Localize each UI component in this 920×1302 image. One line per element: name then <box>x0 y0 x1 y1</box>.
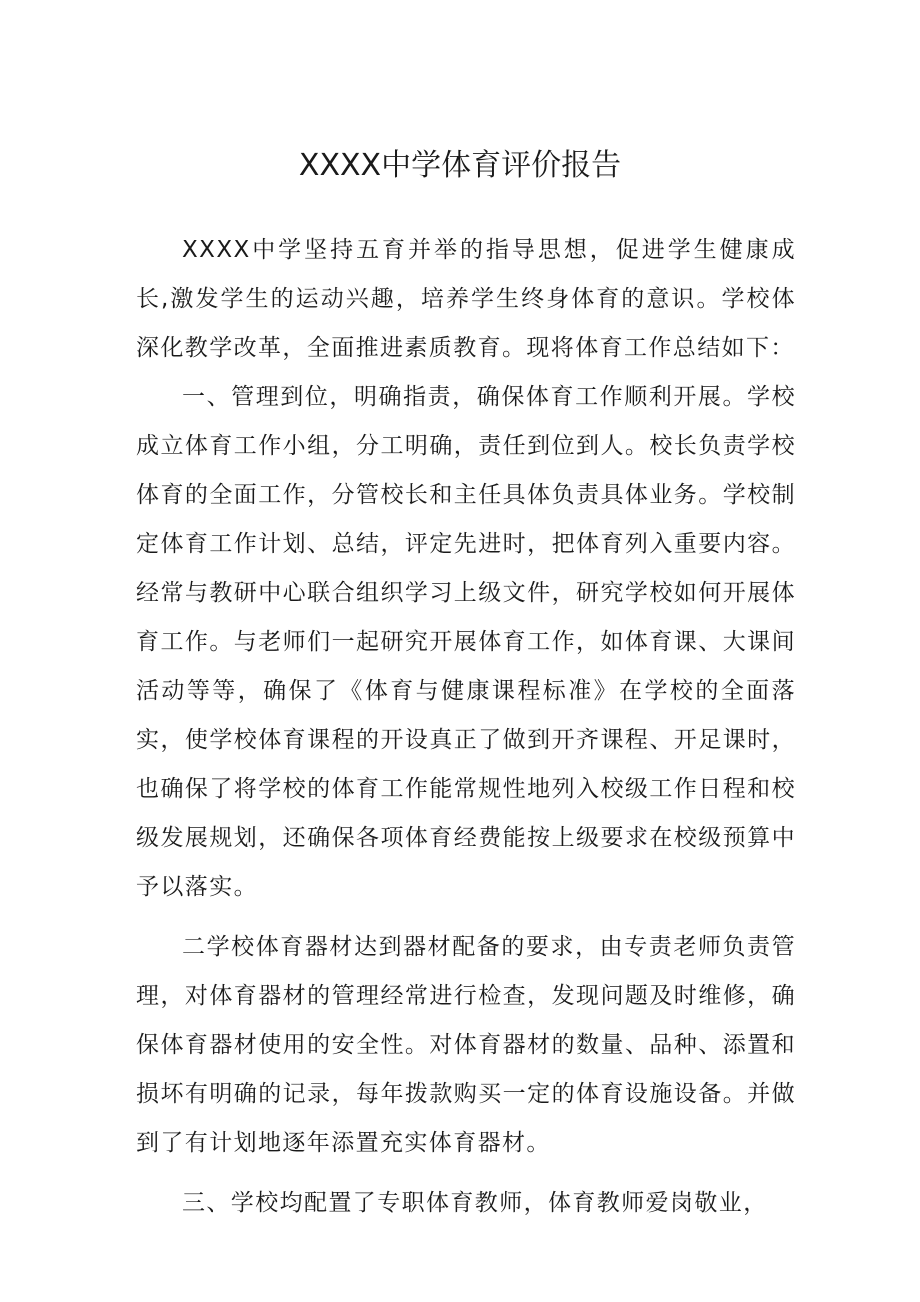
document-title: XXXX中学体育评价报告 <box>298 148 622 184</box>
paragraph-management: 一、管理到位，明确指责，确保体育工作顺利开展。学校成立体育工作小组，分工明确，责任到位到人。校长负责学校体育的全面工作，分管校长和主任具体负责具体业务。学校制定体育工作计划、总结，评定先进时，把体育列入重要内容。经常与教研中心联合组织学习上级文件，研究学校如何开展体育工作。与老师们一起研究开展体育工作，如体育课、大课间活动等等，确保了《体育与健康课程标准》在学校的全面落实，使学校体育课程的开设真正了做到开齐课程、开足课时，也确保了将学校的体育工作能常规性地列入校级工作日程和校级发展规划，还确保各项体育经费能按上级要求在校级预算中予以落实。 <box>136 384 796 900</box>
paragraph-equipment: 二学校体育器材达到器材配备的要求，由专责老师负责管理，对体育器材的管理经常进行检查，发现问题及时维修，确保体育器材使用的安全性。对体育器材的数量、品种、添置和损坏有明确的记录，每年拨款购买一定的体育设施设备。并做到了有计划地逐年添置充实体育器材。 <box>136 934 796 1156</box>
paragraph-intro: XXXX中学坚持五育并举的指导思想，促进学生健康成长,激发学生的运动兴趣，培养学生终身体育的意识。学校体深化教学改革，全面推进素质教育。现将体育工作总结如下： <box>136 237 796 361</box>
document-body <box>136 226 796 1228</box>
paragraph-teachers: 三、学校均配置了专职体育教师，体育教师爱岗敬业， <box>182 1190 768 1216</box>
